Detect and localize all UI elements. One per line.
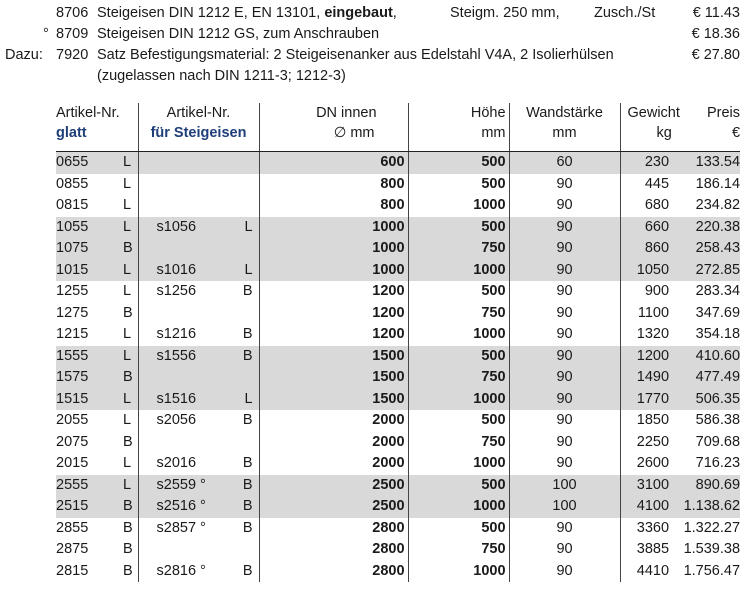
cell-artikel-glatt: 0815 <box>56 197 89 213</box>
header-dn: DN innen ∅ mm <box>259 103 408 152</box>
cell-dn: 800 <box>259 195 408 217</box>
note-text: Steigeisen DIN 1212 E, EN 13101, eingebaut, <box>97 5 397 21</box>
cell-type: L <box>123 346 138 368</box>
header-artikel-steigeisen: Artikel-Nr. für Steigeisen <box>138 103 259 152</box>
cell-artikel-steigeisen: s2056 <box>138 410 231 432</box>
cell-dn: 2000 <box>259 453 408 475</box>
cell-preis: 133.54 <box>675 152 740 174</box>
table-row <box>56 238 740 260</box>
cell-artikel-steigeisen <box>138 152 231 174</box>
header-gewicht-preis: Gewicht Preis kg € <box>620 103 740 152</box>
cell-preis: 1.138.62 <box>675 496 740 518</box>
cell-dn: 1200 <box>259 303 408 325</box>
cell-preis: 234.82 <box>695 197 741 213</box>
cell-steigeisen-type <box>231 238 259 260</box>
cell-wandstaerke: 90 <box>509 260 620 282</box>
cell-artikel-steigeisen: s1516 <box>138 389 231 411</box>
cell-wandstaerke: 90 <box>509 324 620 346</box>
note-num: 7920 <box>56 47 89 63</box>
cell-dn: 2500 <box>259 496 408 518</box>
note-col4: Zusch./St <box>594 5 656 21</box>
cell-wandstaerke: 90 <box>509 561 620 583</box>
cell-type: L <box>123 260 138 282</box>
cell-wandstaerke: 100 <box>509 475 620 497</box>
cell-type: L <box>123 389 138 411</box>
cell-steigeisen-type: B <box>231 346 259 368</box>
table-row <box>56 324 740 346</box>
cell-type: L <box>123 152 138 174</box>
cell-artikel-steigeisen <box>138 303 231 325</box>
cell-type: L <box>123 475 138 497</box>
cell-dn: 800 <box>259 174 408 196</box>
cell-steigeisen-type: B <box>231 475 259 497</box>
cell-gewicht: 1100 <box>620 303 675 325</box>
price-table <box>56 103 740 582</box>
cell-wandstaerke: 90 <box>509 217 620 239</box>
table-header <box>56 103 740 152</box>
cell-artikel-steigeisen <box>138 195 231 217</box>
cell-wandstaerke: 90 <box>509 539 620 561</box>
cell-gewicht: 1770 <box>620 389 675 411</box>
table-row <box>56 195 740 217</box>
cell-artikel-glatt: 1275 <box>56 304 89 321</box>
cell-hoehe: 500 <box>408 475 509 497</box>
cell-steigeisen-type: B <box>242 412 253 428</box>
cell-steigeisen-type <box>231 432 259 454</box>
note-text: Steigeisen DIN 1212 GS, zum Anschrauben <box>97 26 380 42</box>
cell-gewicht: 1320 <box>620 324 675 346</box>
cell-artikel-steigeisen <box>138 367 231 389</box>
cell-artikel-glatt: 2055 <box>56 412 89 428</box>
cell-wandstaerke: 90 <box>509 518 620 540</box>
table-row <box>56 561 740 583</box>
cell-type: L <box>123 412 132 428</box>
cell-hoehe: 500 <box>408 346 509 368</box>
cell-wandstaerke: 100 <box>509 496 620 518</box>
cell-steigeisen-type <box>231 174 259 196</box>
cell-wandstaerke: 90 <box>509 410 620 432</box>
cell-gewicht: 860 <box>620 238 675 260</box>
cell-artikel-glatt: 2875 <box>56 541 89 557</box>
cell-hoehe: 500 <box>408 174 509 196</box>
cell-steigeisen-type: B <box>242 455 253 471</box>
cell-artikel-steigeisen <box>138 432 231 454</box>
cell-dn: 2800 <box>259 539 408 561</box>
cell-wandstaerke: 90 <box>509 367 620 389</box>
table-row <box>56 260 740 282</box>
cell-preis: 506.35 <box>675 389 740 411</box>
cell-hoehe: 1000 <box>408 453 509 475</box>
cell-preis: 220.38 <box>675 217 740 239</box>
table-row <box>56 367 740 389</box>
cell-dn: 2000 <box>259 432 408 454</box>
cell-wandstaerke: 90 <box>509 453 620 475</box>
cell-type: B <box>123 304 133 321</box>
cell-preis: 186.14 <box>695 175 741 192</box>
note-price: € 27.80 <box>691 47 740 63</box>
cell-dn: 1500 <box>259 389 408 411</box>
cell-preis: 477.49 <box>675 367 740 389</box>
cell-type: B <box>123 541 133 557</box>
cell-artikel-glatt: 2555 <box>56 475 123 497</box>
cell-dn: 2800 <box>259 561 408 583</box>
cell-artikel-glatt: 2015 <box>56 455 89 471</box>
cell-hoehe: 1000 <box>408 389 509 411</box>
cell-wandstaerke: 90 <box>509 303 620 325</box>
cell-artikel-glatt: 1515 <box>56 389 123 411</box>
cell-hoehe: 500 <box>408 152 509 174</box>
cell-hoehe: 500 <box>408 217 509 239</box>
cell-type: L <box>123 283 132 299</box>
cell-artikel-steigeisen: s2816 ° <box>138 561 231 583</box>
cell-artikel-glatt: 0655 <box>56 152 123 174</box>
cell-type: B <box>123 433 133 450</box>
cell-artikel-glatt: 1575 <box>56 367 123 389</box>
table-row <box>56 389 740 411</box>
cell-gewicht: 1050 <box>620 260 675 282</box>
note-price: € 18.36 <box>691 26 740 42</box>
cell-steigeisen-type: B <box>242 326 253 342</box>
cell-artikel-glatt: 1055 <box>56 217 123 239</box>
cell-preis: 258.43 <box>675 238 740 260</box>
cell-type: L <box>123 326 132 342</box>
cell-type: B <box>123 562 133 579</box>
cell-wandstaerke: 90 <box>509 281 620 303</box>
cell-hoehe: 1000 <box>408 260 509 282</box>
cell-gewicht: 3885 <box>620 539 675 561</box>
table-row <box>56 475 740 497</box>
cell-artikel-steigeisen: s2857 ° <box>138 518 231 540</box>
cell-steigeisen-type: L <box>231 260 259 282</box>
cell-hoehe: 750 <box>408 432 509 454</box>
cell-wandstaerke: 90 <box>509 238 620 260</box>
cell-type: B <box>123 496 138 518</box>
cell-gewicht: 2250 <box>620 432 675 454</box>
cell-type: L <box>123 175 132 192</box>
cell-dn: 1200 <box>259 324 408 346</box>
cell-dn: 1200 <box>259 281 408 303</box>
cell-artikel-glatt: 1015 <box>56 260 123 282</box>
note-bold: eingebaut <box>324 5 393 21</box>
cell-steigeisen-type <box>231 195 259 217</box>
cell-gewicht: 230 <box>620 152 675 174</box>
table-row <box>56 432 740 454</box>
cell-artikel-steigeisen: s1056 <box>138 217 231 239</box>
cell-artikel-glatt: 0855 <box>56 175 89 192</box>
cell-steigeisen-type: B <box>242 519 253 536</box>
cell-steigeisen-type <box>231 367 259 389</box>
cell-steigeisen-type <box>231 303 259 325</box>
cell-preis: 410.60 <box>675 346 740 368</box>
cell-artikel-steigeisen <box>138 174 231 196</box>
cell-gewicht: 3100 <box>620 475 675 497</box>
cell-type: B <box>123 367 138 389</box>
cell-hoehe: 1000 <box>408 324 509 346</box>
cell-dn: 1500 <box>259 346 408 368</box>
cell-dn: 2500 <box>259 475 408 497</box>
cell-wandstaerke: 90 <box>509 432 620 454</box>
cell-gewicht: 660 <box>620 217 675 239</box>
cell-preis: 709.68 <box>695 433 741 450</box>
header-artikel-glatt: Artikel-Nr. glatt <box>56 103 138 152</box>
table-row <box>56 539 740 561</box>
cell-artikel-steigeisen <box>138 539 231 561</box>
cell-wandstaerke: 90 <box>509 195 620 217</box>
note-prefix: Dazu: <box>5 47 43 63</box>
table-row <box>56 453 740 475</box>
cell-steigeisen-type: B <box>242 283 253 299</box>
cell-hoehe: 500 <box>408 518 509 540</box>
cell-artikel-steigeisen: s1016 <box>138 260 231 282</box>
header-wandstaerke: Wandstärke mm <box>509 103 620 152</box>
table-row <box>56 152 740 174</box>
cell-artikel-steigeisen: s2016 <box>138 453 231 475</box>
table-row <box>56 518 740 540</box>
cell-preis: 354.18 <box>695 326 741 342</box>
cell-preis: 347.69 <box>695 304 741 321</box>
note-prefix: ° <box>43 26 49 42</box>
note-col3: Steigm. 250 mm, <box>450 5 560 21</box>
cell-hoehe: 750 <box>408 238 509 260</box>
note-text: Satz Befestigungsmaterial: 2 Steigeisenanker aus Edelstahl V4A, 2 Isolierhülsen <box>97 47 614 63</box>
cell-gewicht: 445 <box>620 174 675 196</box>
cell-preis: 1.322.27 <box>683 519 741 536</box>
cell-hoehe: 750 <box>408 539 509 561</box>
cell-hoehe: 1000 <box>408 496 509 518</box>
cell-artikel-glatt: 1215 <box>56 326 89 342</box>
cell-gewicht: 4100 <box>620 496 675 518</box>
table-row <box>56 410 740 432</box>
cell-artikel-glatt: 1075 <box>56 238 123 260</box>
cell-dn: 1500 <box>259 367 408 389</box>
cell-artikel-steigeisen: s1216 <box>138 324 231 346</box>
cell-preis: 890.69 <box>675 475 740 497</box>
cell-gewicht: 1850 <box>620 410 675 432</box>
cell-hoehe: 500 <box>408 281 509 303</box>
cell-type: L <box>123 197 132 213</box>
cell-preis: 716.23 <box>695 455 741 471</box>
cell-wandstaerke: 90 <box>509 174 620 196</box>
table-row <box>56 281 740 303</box>
cell-wandstaerke: 90 <box>509 389 620 411</box>
table-row <box>56 303 740 325</box>
note-num: 8709 <box>56 26 89 42</box>
cell-gewicht: 900 <box>620 281 675 303</box>
cell-artikel-steigeisen: s2516 ° <box>138 496 231 518</box>
cell-gewicht: 4410 <box>620 561 675 583</box>
cell-gewicht: 1490 <box>620 367 675 389</box>
cell-artikel-glatt: 1255 <box>56 283 89 299</box>
note-text: (zugelassen nach DIN 1211-3; 1212-3) <box>97 68 346 84</box>
cell-gewicht: 680 <box>620 195 675 217</box>
cell-type: L <box>123 455 132 471</box>
cell-gewicht: 3360 <box>620 518 675 540</box>
cell-hoehe: 1000 <box>408 561 509 583</box>
cell-dn: 1000 <box>259 217 408 239</box>
cell-artikel-steigeisen: s1256 <box>138 281 231 303</box>
cell-preis: 272.85 <box>675 260 740 282</box>
cell-dn: 1000 <box>259 238 408 260</box>
cell-dn: 2000 <box>259 410 408 432</box>
cell-artikel-glatt: 2515 <box>56 496 123 518</box>
cell-dn: 1000 <box>259 260 408 282</box>
cell-preis: 1.539.38 <box>683 541 741 557</box>
cell-wandstaerke: 60 <box>509 152 620 174</box>
cell-steigeisen-type: L <box>231 217 259 239</box>
cell-artikel-glatt: 2075 <box>56 433 89 450</box>
cell-hoehe: 1000 <box>408 195 509 217</box>
cell-hoehe: 750 <box>408 367 509 389</box>
cell-artikel-glatt: 2855 <box>56 519 89 536</box>
table-row <box>56 174 740 196</box>
note-num: 8706 <box>56 5 89 21</box>
cell-dn: 2800 <box>259 518 408 540</box>
cell-steigeisen-type <box>231 539 259 561</box>
cell-wandstaerke: 90 <box>509 346 620 368</box>
cell-steigeisen-type: B <box>242 562 253 579</box>
cell-artikel-steigeisen <box>138 238 231 260</box>
table-row <box>56 217 740 239</box>
cell-artikel-steigeisen: s2559 ° <box>138 475 231 497</box>
table-row <box>56 496 740 518</box>
cell-artikel-glatt: 1555 <box>56 346 123 368</box>
cell-gewicht: 1200 <box>620 346 675 368</box>
cell-artikel-glatt: 2815 <box>56 562 89 579</box>
cell-steigeisen-type: B <box>231 496 259 518</box>
cell-type: B <box>123 519 133 536</box>
table-row <box>56 346 740 368</box>
cell-preis: 283.34 <box>695 283 741 299</box>
cell-preis: 1.756.47 <box>683 562 741 579</box>
note-price: € 11.43 <box>692 5 740 21</box>
header-hoehe: Höhe mm <box>408 103 509 152</box>
cell-dn: 600 <box>259 152 408 174</box>
cell-type: B <box>123 238 138 260</box>
cell-hoehe: 500 <box>408 410 509 432</box>
cell-steigeisen-type: L <box>231 389 259 411</box>
cell-artikel-steigeisen: s1556 <box>138 346 231 368</box>
cell-preis: 586.38 <box>695 412 741 428</box>
cell-gewicht: 2600 <box>620 453 675 475</box>
cell-steigeisen-type <box>231 152 259 174</box>
cell-hoehe: 750 <box>408 303 509 325</box>
cell-type: L <box>123 217 138 239</box>
